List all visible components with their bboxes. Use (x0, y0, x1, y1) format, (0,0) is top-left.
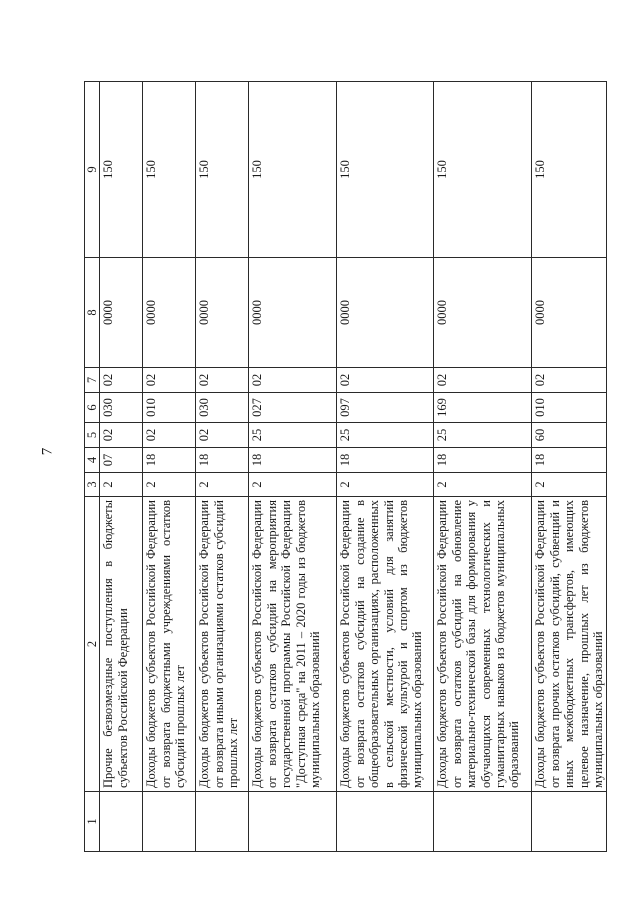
code-cell: 150 (249, 82, 337, 258)
code-cell: 0000 (337, 258, 434, 368)
code-cell: 60 (532, 423, 607, 448)
table-row (434, 82, 532, 852)
revenue-description-cell: Доходы бюджетов субъектов Российской Федерации от возврата иными организациями остатков субсидий прошлых лет (196, 497, 249, 792)
code-cell: 25 (249, 423, 337, 448)
code-cell: 150 (196, 82, 249, 258)
row-number-cell (196, 792, 249, 852)
column-header: 1 (85, 792, 100, 852)
revenue-description-cell: Доходы бюджетов субъектов Российской Федерации от возврата остатков субсидий на мероприятия государственной программы Российской Федерации "Доступная среда" на 2011 – 2020 годы из бюджетов муниципальных образований (249, 497, 337, 792)
row-number-cell (337, 792, 434, 852)
code-cell: 2 (143, 473, 196, 497)
code-cell: 18 (249, 448, 337, 473)
code-cell: 150 (143, 82, 196, 258)
table-row (196, 82, 249, 852)
column-header: 3 (85, 473, 100, 497)
code-cell: 2 (100, 473, 143, 497)
code-cell: 07 (100, 448, 143, 473)
code-cell: 2 (196, 473, 249, 497)
code-cell: 18 (143, 448, 196, 473)
code-cell: 02 (532, 368, 607, 393)
code-cell: 18 (434, 448, 532, 473)
code-cell: 2 (532, 473, 607, 497)
table-header-row (85, 82, 100, 852)
revenue-description-cell: Прочие безвозмездные поступления в бюджеты субъектов Российской Федерации (100, 497, 143, 792)
row-number-cell (143, 792, 196, 852)
revenue-description-cell: Доходы бюджетов субъектов Российской Федерации от возврата прочих остатков субсидий, субвенций и иных межбюджетных трансфертов, имеющих целевое назначение, прошлых лет из бюджетов муниципальных образований (532, 497, 607, 792)
code-cell: 02 (100, 368, 143, 393)
rotated-page-content (84, 82, 606, 852)
code-cell: 2 (434, 473, 532, 497)
code-cell: 010 (143, 393, 196, 423)
code-cell: 02 (100, 423, 143, 448)
code-cell: 150 (100, 82, 143, 258)
row-number-cell (532, 792, 607, 852)
code-cell: 150 (532, 82, 607, 258)
column-header: 5 (85, 423, 100, 448)
table-row (337, 82, 434, 852)
row-number-cell (434, 792, 532, 852)
code-cell: 02 (249, 368, 337, 393)
code-cell: 0000 (249, 258, 337, 368)
code-cell: 02 (143, 423, 196, 448)
code-cell: 010 (532, 393, 607, 423)
code-cell: 02 (143, 368, 196, 393)
code-cell: 0000 (434, 258, 532, 368)
code-cell: 02 (337, 368, 434, 393)
code-cell: 0000 (100, 258, 143, 368)
table-row (249, 82, 337, 852)
code-cell: 02 (196, 423, 249, 448)
code-cell: 25 (434, 423, 532, 448)
column-header: 7 (85, 368, 100, 393)
code-cell: 150 (434, 82, 532, 258)
table-row (143, 82, 196, 852)
code-cell: 18 (196, 448, 249, 473)
code-cell: 2 (249, 473, 337, 497)
row-number-cell (100, 792, 143, 852)
code-cell: 25 (337, 423, 434, 448)
code-cell: 097 (337, 393, 434, 423)
table-row (100, 82, 143, 852)
column-header: 2 (85, 497, 100, 792)
code-cell: 0000 (532, 258, 607, 368)
revenue-description-cell: Доходы бюджетов субъектов Российской Федерации от возврата бюджетными учреждениями остатков субсидий прошлых лет (143, 497, 196, 792)
column-header: 9 (85, 82, 100, 258)
row-number-cell (249, 792, 337, 852)
code-cell: 18 (337, 448, 434, 473)
code-cell: 02 (196, 368, 249, 393)
code-cell: 169 (434, 393, 532, 423)
column-header: 4 (85, 448, 100, 473)
code-cell: 18 (532, 448, 607, 473)
revenue-description-cell: Доходы бюджетов субъектов Российской Федерации от возврата остатков субсидий на обновление материально-технической базы для формирования у обучающихся современных технологических и гуманитарных навыков из бюджетов муниципальных образований (434, 497, 532, 792)
table-row (532, 82, 607, 852)
code-cell: 150 (337, 82, 434, 258)
code-cell: 030 (100, 393, 143, 423)
code-cell: 030 (196, 393, 249, 423)
page-number: 7 (39, 447, 56, 456)
code-cell: 0000 (196, 258, 249, 368)
column-header: 8 (85, 258, 100, 368)
code-cell: 027 (249, 393, 337, 423)
column-header: 6 (85, 393, 100, 423)
code-cell: 2 (337, 473, 434, 497)
revenue-codes-table (84, 81, 607, 852)
code-cell: 0000 (143, 258, 196, 368)
revenue-description-cell: Доходы бюджетов субъектов Российской Федерации от возврата остатков субсидий на создание в общеобразовательных организациях, расположенных в сельской местности, условий для занятий физической культурой и спортом из бюджетов муниципальных образований (337, 497, 434, 792)
code-cell: 02 (434, 368, 532, 393)
